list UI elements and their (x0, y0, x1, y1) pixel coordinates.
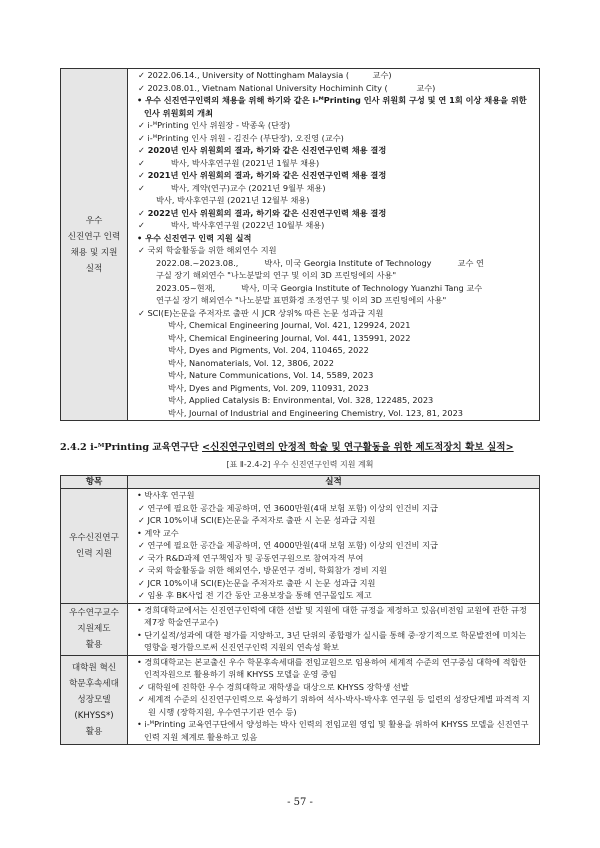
row-content (128, 489, 540, 604)
content-line: ✓ 2021년 인사 위원회의 결과, 하기와 같은 신진연구인력 채용 결정 (138, 170, 387, 180)
content-line: • i-ᴹPrinting 교육연구단에서 양성하는 박사 인력의 전임교원 영입 및 활용을 위하여 KHYSS 모델을 신진연구인력 지원 체계로 활용하고 있음 (137, 719, 529, 742)
table-caption: [표 Ⅱ-2.4-2] 우수 신진연구인력 지원 계획 (226, 460, 374, 469)
content-line: ✓ 박사, 계약(연구)교수 (2021년 9월부 채용) (138, 182, 326, 193)
content-line: 박사, Journal of Industrial and Engineering Chemistry, Vol. 123, 81, 2023 (168, 407, 464, 418)
content-line: • 단기실적/성과에 대한 평가를 지양하고, 3년 단위의 종합평가 실시를 통해 중·장기적으로 학문발전에 미치는 영향을 평가함으로써 신진연구인력 지원의 연속성 확보 (137, 629, 529, 652)
content-line: ✓ 국외 학술활동을 위한 해외연수, 방문연구 경비, 학회참가 경비 지원 (138, 565, 388, 575)
page-number: - 57 - (287, 797, 313, 808)
content-line: ✓ 국가 R&D과제 연구책임자 및 공동연구원으로 참여자격 부여 (138, 552, 364, 563)
recruitment-row-content (128, 69, 540, 421)
content-line: 박사, Dyes and Pigments, Vol. 204, 110465, 2022 (168, 345, 369, 355)
row-label: 우수연구교수 지원제도 활용 (61, 603, 128, 655)
content-line: 구실 장기 해외연수 "나노분말의 연구 및 이의 3D 프린팅에의 사용" (156, 270, 397, 280)
row-label: 대학원 혁신 학문후속세대 성장모델 (KHYSS*) 활용 (61, 655, 128, 745)
content-line: ✓ 2023.08.01., Vietnam National University Hochiminh City ( 교수) (138, 82, 436, 93)
section-heading (60, 439, 550, 453)
content-line: 연구실 장기 해외연수 "나노분말 표면화경 조정연구 및 이의 3D 프린팅에의 사용" (156, 295, 447, 305)
content-line: 2022.08.~2023.08., 박사, 미국 Georgia Institute of Technology 교수 연 (156, 257, 484, 268)
content-line: ✓ 연구에 필요한 공간을 제공하며, 연 4000만원(4대 보험 포함) 이상의 인건비 지급 (138, 540, 438, 550)
recruitment-row-label: 우수 신진연구 인력 채용 및 지원 실적 (61, 69, 128, 421)
content-line: ✓ 2022년 인사 위원회의 결과, 하기와 같은 신진연구인력 채용 결정 (138, 207, 387, 218)
support-plan-table (60, 475, 540, 745)
content-line: ✓ 임용 후 BK사업 전 기간 동안 고용보장을 통해 연구몰입도 제고 (138, 590, 372, 600)
table-header-results: 실적 (128, 476, 540, 489)
content-line: 2023.05~현재, 박사, 미국 Georgia Institute of Technology Yuanzhi Tang 교수 (156, 282, 483, 293)
content-line: ✓ 박사, 박사후연구원 (2021년 1월부 채용) (138, 157, 320, 168)
content-line: ✓ 대학원에 진학한 우수 경희대학교 재학생을 대상으로 KHYSS 장학생 선발 (138, 681, 409, 692)
content-line: 박사, Nanomaterials, Vol. 12, 3806, 2022 (168, 357, 334, 368)
content-line: ✓ i-ᴹPrinting 인사 위원장 - 박종욱 (단장) (138, 120, 291, 130)
content-line: 박사, Chemical Engineering Journal, Vol. 421, 129924, 2021 (168, 320, 411, 330)
content-line: ✓ JCR 10%이내 SCI(E)논문을 주저자로 출판 시 논문 성과급 지원 (138, 515, 376, 525)
row-label: 우수신진연구 인력 지원 (61, 489, 128, 604)
table-row (61, 489, 540, 604)
content-line: 박사, 박사후연구원 (2021년 12월부 채용) (156, 195, 310, 205)
recruitment-table (60, 68, 540, 421)
content-line: 박사, Chemical Engineering Journal, Vol. 441, 135991, 2022 (168, 332, 411, 343)
content-line: ✓ JCR 10%이내 SCI(E)논문을 주저자로 출판 시 논문 성과급 지원 (138, 577, 376, 588)
content-line: ✓ 박사, 박사후연구원 (2022년 10월부 채용) (138, 220, 325, 230)
table-header-item: 항목 (61, 476, 128, 489)
content-line: ✓ 2022.06.14., University of Nottingham Malaysia ( 교수) (138, 70, 392, 80)
content-line: 박사, Nature Communications, Vol. 14, 5589, 2023 (168, 370, 374, 380)
section-title-underlined: <신진연구인력의 안정적 학술 및 연구활동을 위한 제도적장치 확보 실적> (202, 442, 514, 453)
content-line: • 박사후 연구원 (137, 490, 195, 500)
content-line: • 계약 교수 (137, 527, 179, 538)
table-row (61, 655, 540, 745)
content-line: ✓ i-ᴹPrinting 인사 위원 - 김진수 (부단장), 오진영 (교수) (138, 132, 344, 143)
content-line: ✓ 연구에 필요한 공간을 제공하며, 연 3600만원(4대 보험 포함) 이상의 인건비 지급 (138, 502, 438, 513)
content-line: • 경희대학교는 본교출신 우수 학문후속세대를 전임교원으로 임용하여 세계적 수준의 연구중심 대학에 적합한 인적자원으로 활용하기 위해 KHYSS 모델을 운영 중임 (137, 656, 529, 679)
content-line: ✓ 세계적 수준의 신진연구인력으로 육성하기 위하여 석사-박사-박사후 연구원 등 일련의 성장단계별 파격적 지원 시행 (장학지원, 우수연구기관 연수 등) (138, 694, 531, 717)
row-content (128, 655, 540, 745)
content-line: 박사, Applied Catalysis B: Environmental, Vol. 328, 122485, 2023 (168, 395, 434, 405)
content-line: ✓ SCI(E)논문을 주저자로 출판 시 JCR 상위% 따른 논문 성과급 지원 (138, 307, 384, 318)
content-line: • 우수 신진연구인력의 채용을 위해 하기와 같은 i-ᴹPrinting 인사 위원회 구성 및 연 1회 이상 채용을 위한 인사 위원회의 개최 (137, 95, 530, 118)
section-title: i-ᴹPrinting 교육연구단 (90, 442, 203, 453)
content-line: ✓ 국외 학술활동을 위한 해외연수 지원 (138, 245, 277, 255)
content-line: ✓ 2020년 인사 위원회의 결과, 하기와 같은 신진연구인력 채용 결정 (138, 145, 387, 155)
content-line: • 경희대학교에서는 신진연구인력에 대한 선발 및 지원에 대한 규정을 제정하고 있음(비전임 교원에 관한 규정 제7장 학술연구교수) (137, 604, 530, 627)
section-number: 2.4.2 (60, 442, 87, 453)
content-line: • 우수 신진연구 인력 지원 실적 (137, 232, 252, 243)
table-row (61, 603, 540, 655)
content-line: 박사, Dyes and Pigments, Vol. 209, 110931, 2023 (168, 382, 369, 393)
row-content (128, 603, 540, 655)
